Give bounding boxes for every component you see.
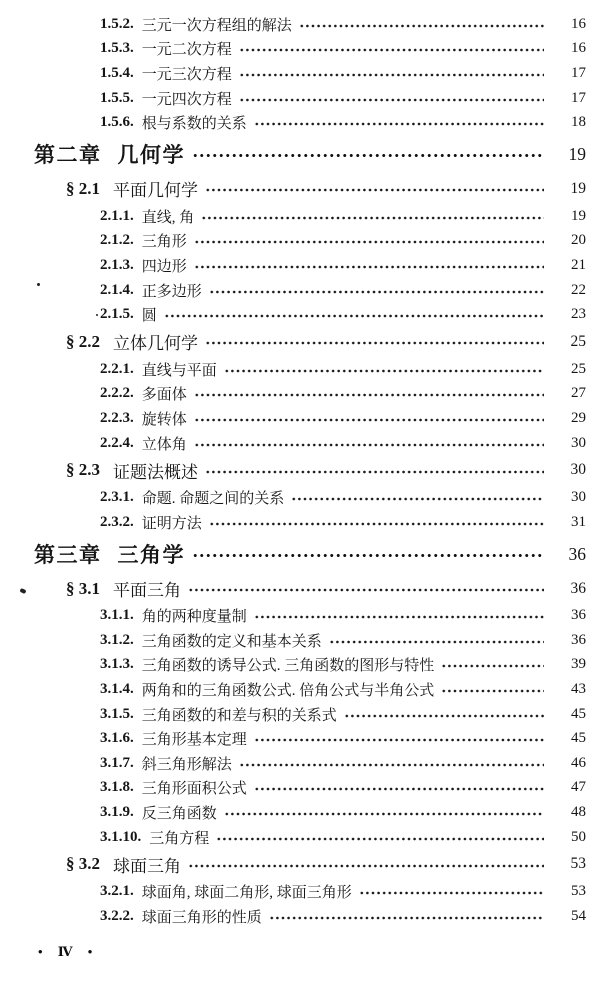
toc-entry-number: 2.1.2. [100, 232, 134, 249]
toc-entry [0, 86, 608, 111]
toc-entry-number: 1.5.5. [100, 89, 134, 106]
dot-leader [239, 762, 544, 768]
dot-leader [194, 264, 544, 270]
dot-leader [239, 72, 544, 78]
dot-leader [188, 587, 544, 593]
toc-entry-page: 53 [570, 855, 586, 873]
toc-entry-page: 39 [571, 656, 586, 673]
dot-leader [329, 639, 544, 645]
toc-entry-title: 一元二次方程 [141, 42, 232, 59]
toc-entry-number: 2.1.5. [100, 306, 134, 323]
toc-entry-title: 旋转体 [141, 411, 187, 428]
toc-entry-title: 三元一次方程组的解法 [141, 17, 292, 34]
toc-entry [0, 253, 608, 278]
toc-entry-title: 直线, 角 [141, 209, 195, 226]
toc-entry-number: 3.2.2. [100, 907, 134, 924]
dot-leader [209, 289, 544, 295]
toc-entry [0, 574, 608, 604]
toc-entry-page: 30 [570, 461, 586, 479]
toc-entry-page: 36 [568, 543, 586, 564]
toc-entry [0, 110, 608, 135]
toc-entry-number: § 2.3 [66, 460, 100, 480]
toc-entry [0, 702, 608, 727]
toc-entry-page: 45 [571, 730, 586, 747]
dot-leader [239, 97, 544, 103]
toc-entry-title: 一元四次方程 [141, 91, 232, 108]
toc-entry-number: 3.1.8. [100, 779, 134, 796]
toc-entry-page: 17 [571, 64, 586, 81]
toc-entry [0, 653, 608, 678]
toc-entry-page: 36 [571, 631, 586, 648]
dot-leader [269, 915, 544, 921]
toc-entry-page: 20 [571, 232, 586, 249]
toc-entry-number: 3.1.2. [100, 631, 134, 648]
toc-entry-title: 圆 [141, 308, 157, 325]
toc-entry-title: 三角函数的和差与积的关系式 [141, 707, 337, 724]
toc-entry [0, 278, 608, 303]
toc-entry-number: 2.2.4. [100, 434, 134, 451]
toc-entry-number: § 3.2 [66, 854, 100, 874]
toc-entry-number: 2.2.2. [100, 385, 134, 402]
toc-entry-title: 命题. 命题之间的关系 [141, 491, 285, 508]
toc-entry-page: 27 [571, 385, 586, 402]
toc-entry-number: 2.3.1. [100, 489, 134, 506]
toc-entry-number: 1.5.2. [100, 15, 134, 32]
toc-entry [0, 510, 608, 535]
toc-entry-title: 证明方法 [141, 515, 202, 532]
toc-entry-page: 19 [570, 179, 586, 197]
dot-leader [194, 442, 544, 448]
toc-entry-title: 正多边形 [141, 283, 202, 300]
toc-entry [0, 455, 608, 485]
toc-entry-title: 三角函数的诱导公式. 三角函数的图形与特性 [141, 658, 435, 675]
toc-entry [0, 800, 608, 825]
toc-entry-page: 25 [571, 360, 586, 377]
toc-entry-title: 球面三角形的性质 [141, 909, 262, 926]
dot-leader [224, 368, 544, 374]
toc-entry-number: 3.1.7. [100, 754, 134, 771]
dot-leader [344, 713, 544, 719]
toc-entry-number: § 2.2 [66, 331, 100, 351]
dot-leader [254, 614, 544, 620]
toc-entry-page: 46 [571, 754, 586, 771]
scan-speck [96, 314, 98, 316]
toc-entry [0, 229, 608, 254]
toc-entry [0, 302, 608, 327]
toc-entry-title: 三角学 [117, 543, 185, 567]
toc-entry-title: 证题法概述 [113, 462, 198, 482]
toc-entry-title: 几何学 [117, 143, 185, 168]
toc-entry-page: 19 [571, 207, 586, 224]
toc-entry [0, 535, 608, 574]
dot-leader [205, 469, 544, 475]
toc-entry [0, 204, 608, 229]
toc-entry-page: 31 [571, 513, 586, 530]
toc-entry-number: § 2.1 [66, 178, 100, 198]
dot-leader [194, 392, 544, 398]
toc-entry-page: 22 [571, 281, 586, 298]
toc-entry-number: § 3.1 [66, 578, 100, 598]
toc-entry [0, 357, 608, 382]
toc-entry-title: 根与系数的关系 [141, 116, 247, 133]
toc-entry [0, 174, 608, 204]
toc-entry-number: 2.2.1. [100, 360, 134, 377]
toc-entry [0, 879, 608, 904]
toc-entry-number: 3.1.3. [100, 656, 134, 673]
toc-entry-number: 第二章 [34, 143, 102, 168]
toc-entry [0, 485, 608, 510]
toc-entry-page: 30 [571, 489, 586, 506]
dot-leader [224, 811, 544, 817]
toc-entry-page: 50 [571, 828, 586, 845]
toc-entry [0, 135, 608, 174]
dot-leader [205, 187, 544, 193]
toc-entry-page: 19 [568, 143, 586, 164]
toc-entry-title: 三角形基本定理 [141, 732, 247, 749]
toc-entry-title: 三角函数的定义和基本关系 [141, 633, 322, 650]
toc-entry-number: 3.1.10. [100, 828, 142, 845]
dot-leader [194, 417, 544, 423]
toc-entry-page: 45 [571, 705, 586, 722]
dot-leader [291, 496, 544, 502]
toc-entry-page: 43 [571, 681, 586, 698]
toc-entry-number: 2.2.3. [100, 409, 134, 426]
toc-entry-title: 球面三角 [113, 856, 181, 876]
toc-entry [0, 604, 608, 629]
toc-entry [0, 431, 608, 456]
toc-entry-page: 16 [571, 40, 586, 57]
toc-entry-number: 1.5.4. [100, 64, 134, 81]
dot-leader [359, 890, 544, 896]
toc-entry-number: 2.1.3. [100, 256, 134, 273]
scan-speck [37, 283, 40, 286]
page-number-footer: • Ⅳ • [38, 944, 99, 959]
toc-list [0, 12, 608, 929]
dot-leader [254, 121, 544, 127]
dot-leader [205, 340, 544, 346]
toc-entry-page: 53 [571, 883, 586, 900]
toc-entry-page: 36 [571, 607, 586, 624]
toc-entry-title: 斜三角形解法 [141, 756, 232, 773]
toc-entry-title: 直线与平面 [141, 362, 217, 379]
toc-entry-page: 18 [571, 114, 586, 131]
toc-entry-title: 反三角函数 [141, 806, 217, 823]
toc-entry-title: 一元三次方程 [141, 66, 232, 83]
toc-entry-page: 54 [571, 907, 586, 924]
toc-entry-number: 3.1.5. [100, 705, 134, 722]
toc-entry-number: 3.1.1. [100, 607, 134, 624]
toc-entry-title: 三角形 [141, 234, 187, 251]
toc-entry [0, 406, 608, 431]
toc-entry-page: 25 [570, 332, 586, 350]
toc-entry-number: 2.3.2. [100, 513, 134, 530]
toc-entry-title: 三角方程 [149, 830, 210, 847]
toc-entry-number: 2.1.1. [100, 207, 134, 224]
toc-entry-page: 48 [571, 804, 586, 821]
toc-entry-page: 29 [571, 409, 586, 426]
toc-entry-title: 四边形 [141, 258, 187, 275]
toc-entry-page: 23 [571, 306, 586, 323]
toc-entry-number: 1.5.6. [100, 114, 134, 131]
toc-entry-page: 21 [571, 256, 586, 273]
toc-entry-number: 2.1.4. [100, 281, 134, 298]
toc-entry-title: 平面三角 [113, 581, 181, 600]
toc-entry-page: 47 [571, 779, 586, 796]
dot-leader [194, 239, 544, 245]
toc-entry [0, 726, 608, 751]
toc-entry-number: 第三章 [34, 543, 102, 567]
toc-entry [0, 677, 608, 702]
toc-entry-title: 立体几何学 [113, 334, 198, 354]
toc-entry [0, 628, 608, 653]
dot-leader [299, 23, 544, 29]
dot-leader [254, 786, 544, 792]
dot-leader [188, 863, 544, 869]
toc-entry-title: 球面角, 球面二角形, 球面三角形 [141, 885, 352, 902]
dot-leader [192, 152, 544, 159]
toc-entry-page: 36 [570, 579, 586, 597]
toc-entry-number: 3.1.4. [100, 681, 134, 698]
dot-leader [239, 47, 544, 53]
toc-entry [0, 825, 608, 850]
dot-leader [192, 552, 544, 559]
toc-entry [0, 37, 608, 62]
toc-entry-page: 17 [571, 89, 586, 106]
toc-entry [0, 61, 608, 86]
toc-entry-number: 3.2.1. [100, 883, 134, 900]
toc-entry-number: 3.1.9. [100, 804, 134, 821]
dot-leader [254, 737, 544, 743]
dot-leader [209, 521, 544, 527]
toc-entry-title: 平面几何学 [113, 181, 198, 201]
toc-entry-title: 两角和的三角函数公式. 倍角公式与半角公式 [141, 683, 435, 700]
dot-leader [441, 663, 544, 669]
dot-leader [216, 836, 544, 842]
toc-entry-title: 角的两种度量制 [141, 609, 247, 626]
toc-entry [0, 776, 608, 801]
toc-entry-title: 立体角 [141, 436, 187, 453]
toc-entry [0, 849, 608, 879]
toc-entry-title: 多面体 [141, 387, 187, 404]
toc-entry-number: 1.5.3. [100, 40, 134, 57]
dot-leader [441, 688, 544, 694]
toc-entry-title: 三角形面积公式 [141, 781, 247, 798]
toc-entry-page: 30 [571, 434, 586, 451]
dot-leader [164, 313, 544, 319]
toc-entry [0, 751, 608, 776]
dot-leader [201, 215, 544, 221]
toc-entry [0, 327, 608, 357]
toc-entry-page: 16 [571, 15, 586, 32]
toc-entry [0, 904, 608, 929]
toc-entry [0, 382, 608, 407]
toc-entry [0, 12, 608, 37]
toc-entry-number: 3.1.6. [100, 730, 134, 747]
